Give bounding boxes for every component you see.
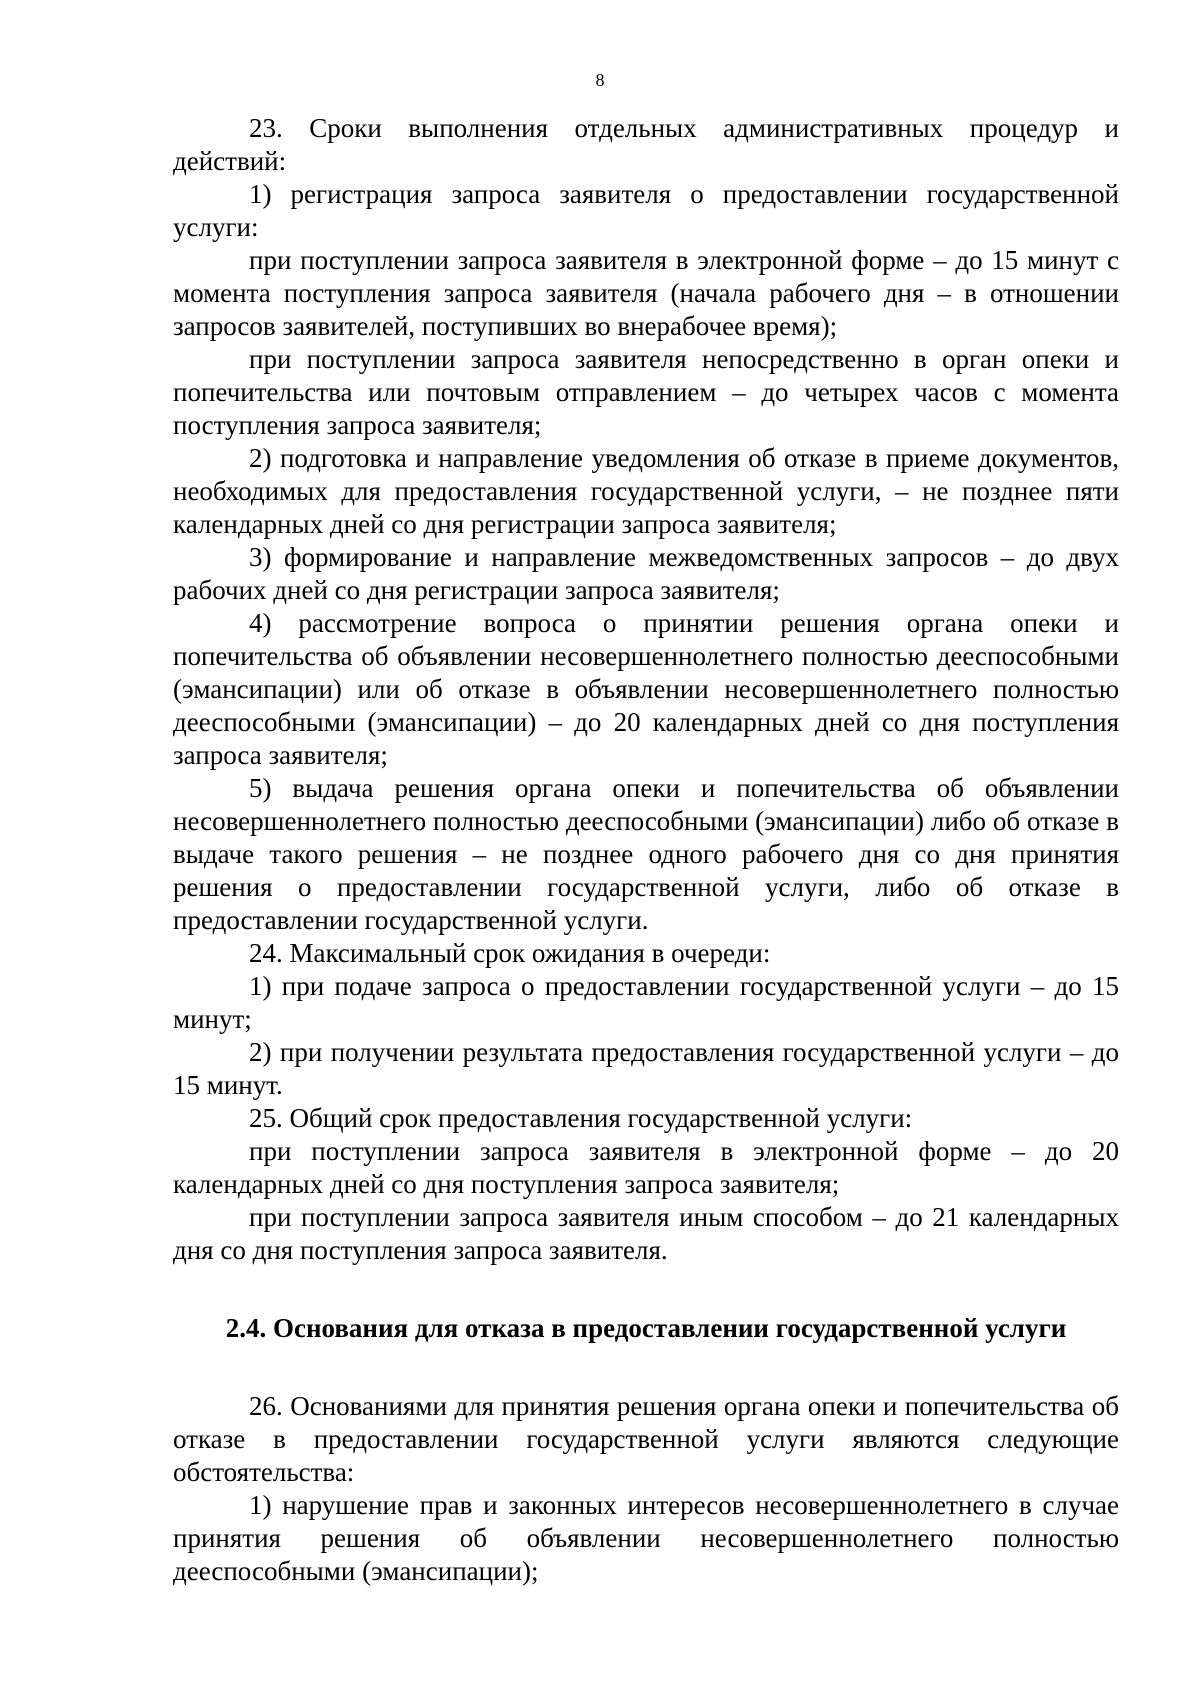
paragraph-25-title: 25. Общий срок предоставления государственной услуги: xyxy=(249,1103,913,1133)
paragraph-26-title: 26. Основаниями для принятия решения органа опеки и попечительства об отказе в предоставлении государственной услуги являются следующие обстоятельства: xyxy=(173,1391,1119,1487)
paragraph-23-title: 23. Сроки выполнения отдельных административных процедур и действий: xyxy=(173,113,1119,176)
paragraph-26-item-1: 1) нарушение прав и законных интересов несовершеннолетнего в случае принятия решения об объявлении несовершеннолетнего полностью дееспособными (эмансипации); xyxy=(173,1490,1119,1586)
paragraph-24-item-1: 1) при подаче запроса о предоставлении государственной услуги – до 15 минут; xyxy=(173,971,1119,1034)
paragraph-23-item-5: 5) выдача решения органа опеки и попечительства об объявлении несовершеннолетнего полностью дееспособными (эмансипации) либо об отказе в выдаче такого решения – не позднее одного рабочего дня со дня принятия решения о предоставлении государственной услуги, либо об отказе в предоставлении государственной услуги. xyxy=(173,773,1119,935)
paragraph-25-electronic: при поступлении запроса заявителя в электронной форме – до 20 календарных дней со дня поступления запроса заявителя; xyxy=(173,1136,1119,1199)
paragraph-24-item-2: 2) при получении результата предоставления государственной услуги – до 15 минут. xyxy=(173,1037,1119,1100)
paragraph-23-item-4: 4) рассмотрение вопроса о принятии решения органа опеки и попечительства об объявлении несовершеннолетнего полностью дееспособными (эмансипации) или об отказе в объявлении несовершеннолетнего полностью дееспособными (эмансипации) – до 20 календарных дней со дня поступления запроса заявителя; xyxy=(173,608,1119,770)
paragraph-23-item-1-electronic: при поступлении запроса заявителя в электронной форме – до 15 минут с момента поступления запроса заявителя (начала рабочего дня – в отношении запросов заявителей, поступивших во внерабочее время); xyxy=(173,245,1119,341)
paragraph-25-other: при поступлении запроса заявителя иным способом – до 21 календарных дня со дня поступления запроса заявителя. xyxy=(173,1202,1119,1265)
section-heading: 2.4. Основания для отказа в предоставлении государственной услуги xyxy=(225,1313,1067,1343)
paragraph-23-item-3: 3) формирование и направление межведомственных запросов – до двух рабочих дней со дня регистрации запроса заявителя; xyxy=(173,542,1119,605)
paragraph-23-item-1: 1) регистрация запроса заявителя о предоставлении государственной услуги: xyxy=(173,179,1119,242)
paragraph-23-item-1-direct: при поступлении запроса заявителя непосредственно в орган опеки и попечительства или почтовым отправлением – до четырех часов с момента поступления запроса заявителя; xyxy=(173,344,1119,440)
paragraph-24-title: 24. Максимальный срок ожидания в очереди: xyxy=(249,938,771,968)
page-number: 8 xyxy=(595,70,605,90)
document-body xyxy=(173,112,1119,1588)
paragraph-23-item-2: 2) подготовка и направление уведомления об отказе в приеме документов, необходимых для предоставления государственной услуги, – не позднее пяти календарных дней со дня регистрации запроса заявителя; xyxy=(173,443,1119,539)
